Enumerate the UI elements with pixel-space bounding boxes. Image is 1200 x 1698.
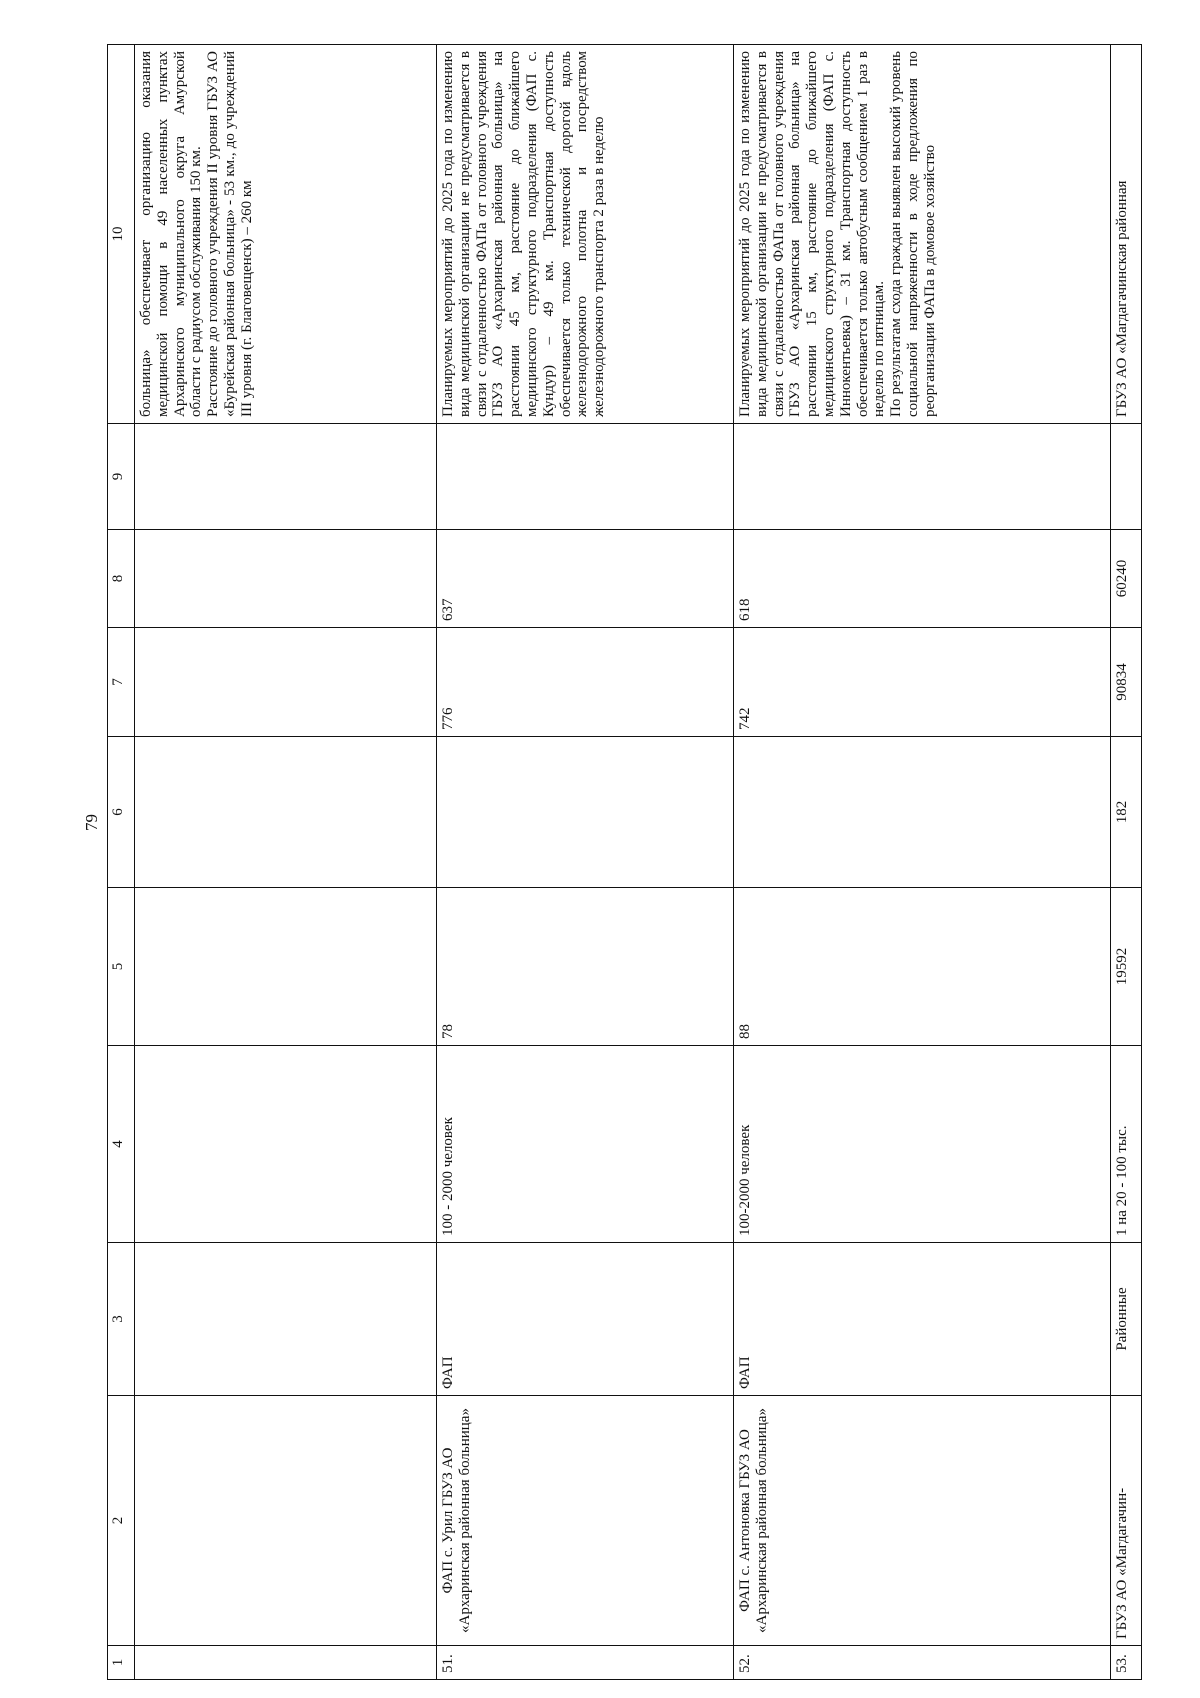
column-header: 2 (108, 1396, 135, 1646)
cell-type: ФАП (734, 1243, 1111, 1396)
cell-population: 100-2000 человек (734, 1046, 1111, 1243)
cell-col9 (734, 424, 1111, 530)
cell-col8 (135, 530, 437, 628)
cell-num (135, 1646, 437, 1680)
note-paragraph: Расстояние до головного учреждения II уровня ГБУЗ АО «Бурейская районная больница» - 53 км., до учреждений III уровня (г. Благовещенск) – 260 км (205, 51, 255, 417)
table-row (734, 45, 1111, 1680)
cell-col7: 90834 (1111, 628, 1142, 737)
column-header: 7 (108, 628, 135, 737)
cell-name: ГБУЗ АО «Магдагачин- (1111, 1396, 1142, 1646)
cell-note (437, 45, 734, 424)
medical-facilities-table (107, 44, 1142, 1680)
note-paragraph: Планируемых мероприятий до 2025 года по изменению вида медицинской организации не предусматривается в связи с отдаленностью ФАПа от головного учреждения ГБУЗ АО «Архаринская районная больница» на расстоянии 15 км, расстояние до ближайшего медицинского структурного подразделения (ФАП с. Иннокентьевка) – 31 км. Транспортная доступность обеспечивается только автобусным сообщением 1 раз в неделю по пятницам. (737, 51, 888, 417)
cell-col5: 88 (734, 888, 1111, 1046)
cell-note (734, 45, 1111, 424)
column-header: 9 (108, 424, 135, 530)
cell-col9 (437, 424, 734, 530)
cell-type: Районные (1111, 1243, 1142, 1396)
cell-col9 (1111, 424, 1142, 530)
column-header: 4 (108, 1046, 135, 1243)
cell-col7 (135, 628, 437, 737)
cell-type: ФАП (437, 1243, 734, 1396)
cell-num: 53. (1111, 1646, 1142, 1680)
cell-col6 (135, 737, 437, 888)
cell-note (1111, 45, 1142, 424)
column-header: 3 (108, 1243, 135, 1396)
cell-name: ФАП с. Урил ГБУЗ АО «Архаринская районная больница» (437, 1396, 734, 1646)
cell-col7: 776 (437, 628, 734, 737)
column-header: 1 (108, 1646, 135, 1680)
note-paragraph: По результатам схода граждан выявлен высокий уровень социальной напряженности в ходе предложения по реорганизации ФАПа в домовое хозяйство (888, 51, 938, 417)
page-number: 79 (82, 814, 101, 831)
table-row (135, 45, 437, 1680)
cell-col5: 78 (437, 888, 734, 1046)
cell-col5 (135, 888, 437, 1046)
cell-name (135, 1396, 437, 1646)
cell-population: 100 - 2000 человек (437, 1046, 734, 1243)
cell-col8: 618 (734, 530, 1111, 628)
cell-population: 1 на 20 - 100 тыс. (1111, 1046, 1142, 1243)
cell-col7: 742 (734, 628, 1111, 737)
note-paragraph: больница» обеспечивает организацию оказания медицинской помощи в 49 населенных пунктах Архаринского муниципального округа Амурской области с радиусом обслуживания 150 км. (138, 51, 205, 417)
table-row (437, 45, 734, 1680)
cell-num: 51. (437, 1646, 734, 1680)
cell-col6 (437, 737, 734, 888)
note-paragraph: ГБУЗ АО «Магдагачинская районная (1114, 180, 1130, 417)
table-row (1111, 45, 1142, 1680)
cell-col6 (734, 737, 1111, 888)
cell-name: ФАП с. Антоновка ГБУЗ АО «Архаринская районная больница» (734, 1396, 1111, 1646)
column-header: 10 (108, 45, 135, 424)
header-row (108, 45, 135, 1680)
cell-col6: 182 (1111, 737, 1142, 888)
cell-note (135, 45, 437, 424)
rotated-table-container (107, 44, 1134, 1680)
column-header: 6 (108, 737, 135, 888)
note-paragraph: Планируемых мероприятий до 2025 года по изменению вида медицинской организации не предусматривается в связи с отдаленностью ФАПа от головного учреждения ГБУЗ АО «Архаринская районная больница» на расстоянии 45 км, расстояние до ближайшего медицинского структурного подразделения (ФАП с. Кундур) – 49 км. Транспортная доступность обеспечивается только технической дорогой вдоль железнодорожного полотна и посредством железнодорожного транспорта 2 раза в неделю (440, 51, 608, 417)
cell-col9 (135, 424, 437, 530)
cell-col5: 19592 (1111, 888, 1142, 1046)
column-header: 8 (108, 530, 135, 628)
column-header: 5 (108, 888, 135, 1046)
cell-col8: 637 (437, 530, 734, 628)
cell-population (135, 1046, 437, 1243)
cell-col8: 60240 (1111, 530, 1142, 628)
cell-type (135, 1243, 437, 1396)
cell-num: 52. (734, 1646, 1111, 1680)
